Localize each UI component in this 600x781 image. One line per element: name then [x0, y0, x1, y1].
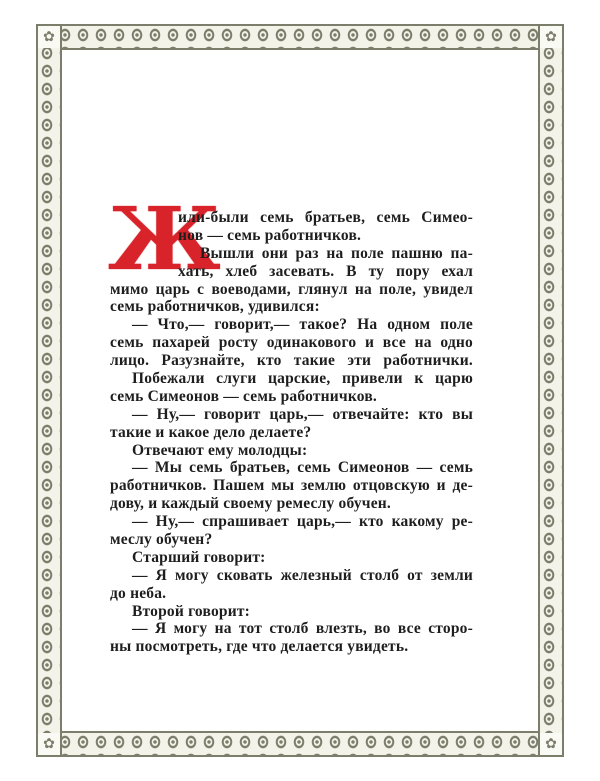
text-line: такие и какое дело делаете? — [110, 423, 312, 441]
text-line: хать, хлеб засевать. В ту пору ехал — [178, 262, 473, 280]
text-line: Вышли они раз на поле пашню па- — [200, 244, 473, 262]
text-line: — Мы семь братьев, семь Симеонов — семь — [132, 459, 473, 477]
flower-icon: ✿ — [540, 26, 562, 48]
text-line: нов — семь работничков. — [178, 226, 362, 244]
flower-icon: ✿ — [38, 733, 60, 755]
text-line: — Я могу на тот столб влезть, во все сторо- — [132, 620, 473, 638]
text-line: — Что,— говорит,— такое? На одном поле — [132, 316, 473, 334]
text-line: Старший говорит: — [132, 548, 266, 566]
flower-icon: ✿ — [38, 26, 60, 48]
text-line: Побежали слуги царские, привели к царю — [132, 370, 473, 388]
text-line: или-были семь братьев, семь Симео- — [178, 209, 473, 226]
flower-icon: ✿ — [540, 733, 562, 755]
text-line: семь работничков, удивился: — [110, 298, 320, 316]
border-top-band — [38, 26, 562, 50]
border-left-band — [38, 26, 62, 755]
text-line: дову, и каждый своему ремеслу обучен. — [110, 495, 392, 513]
text-line: Второй говорит: — [132, 602, 251, 620]
border-bottom-band — [38, 731, 562, 755]
text-line: Отвечают ему молодцы: — [132, 441, 308, 459]
drop-cap-initial: Ж — [108, 189, 221, 290]
text-line: — Ну,— говорит царь,— отвечайте: кто вы — [132, 405, 473, 423]
border-right-band — [538, 26, 562, 755]
story-text — [110, 209, 473, 656]
text-line: — Я могу сковать железный столб от земли — [132, 566, 473, 584]
text-line: лицо. Разузнайте, кто такие эти работнички. — [110, 352, 473, 370]
text-line: семь Симеонов — семь работничков. — [110, 387, 377, 405]
text-line: работничков. Пашем мы землю отцовскую и де- — [110, 477, 473, 495]
text-line: — Ну,— спрашивает царь,— кто какому ре- — [132, 513, 473, 531]
text-line: семь пахарей росту одинакового и все на одно — [110, 334, 473, 352]
text-line: ны посмотреть, где что делается увидеть. — [110, 638, 409, 656]
text-line: до неба. — [110, 584, 167, 602]
text-line: меслу обучен? — [110, 531, 213, 549]
text-line: мимо царь с воеводами, глянул на поле, увидел — [110, 280, 473, 298]
